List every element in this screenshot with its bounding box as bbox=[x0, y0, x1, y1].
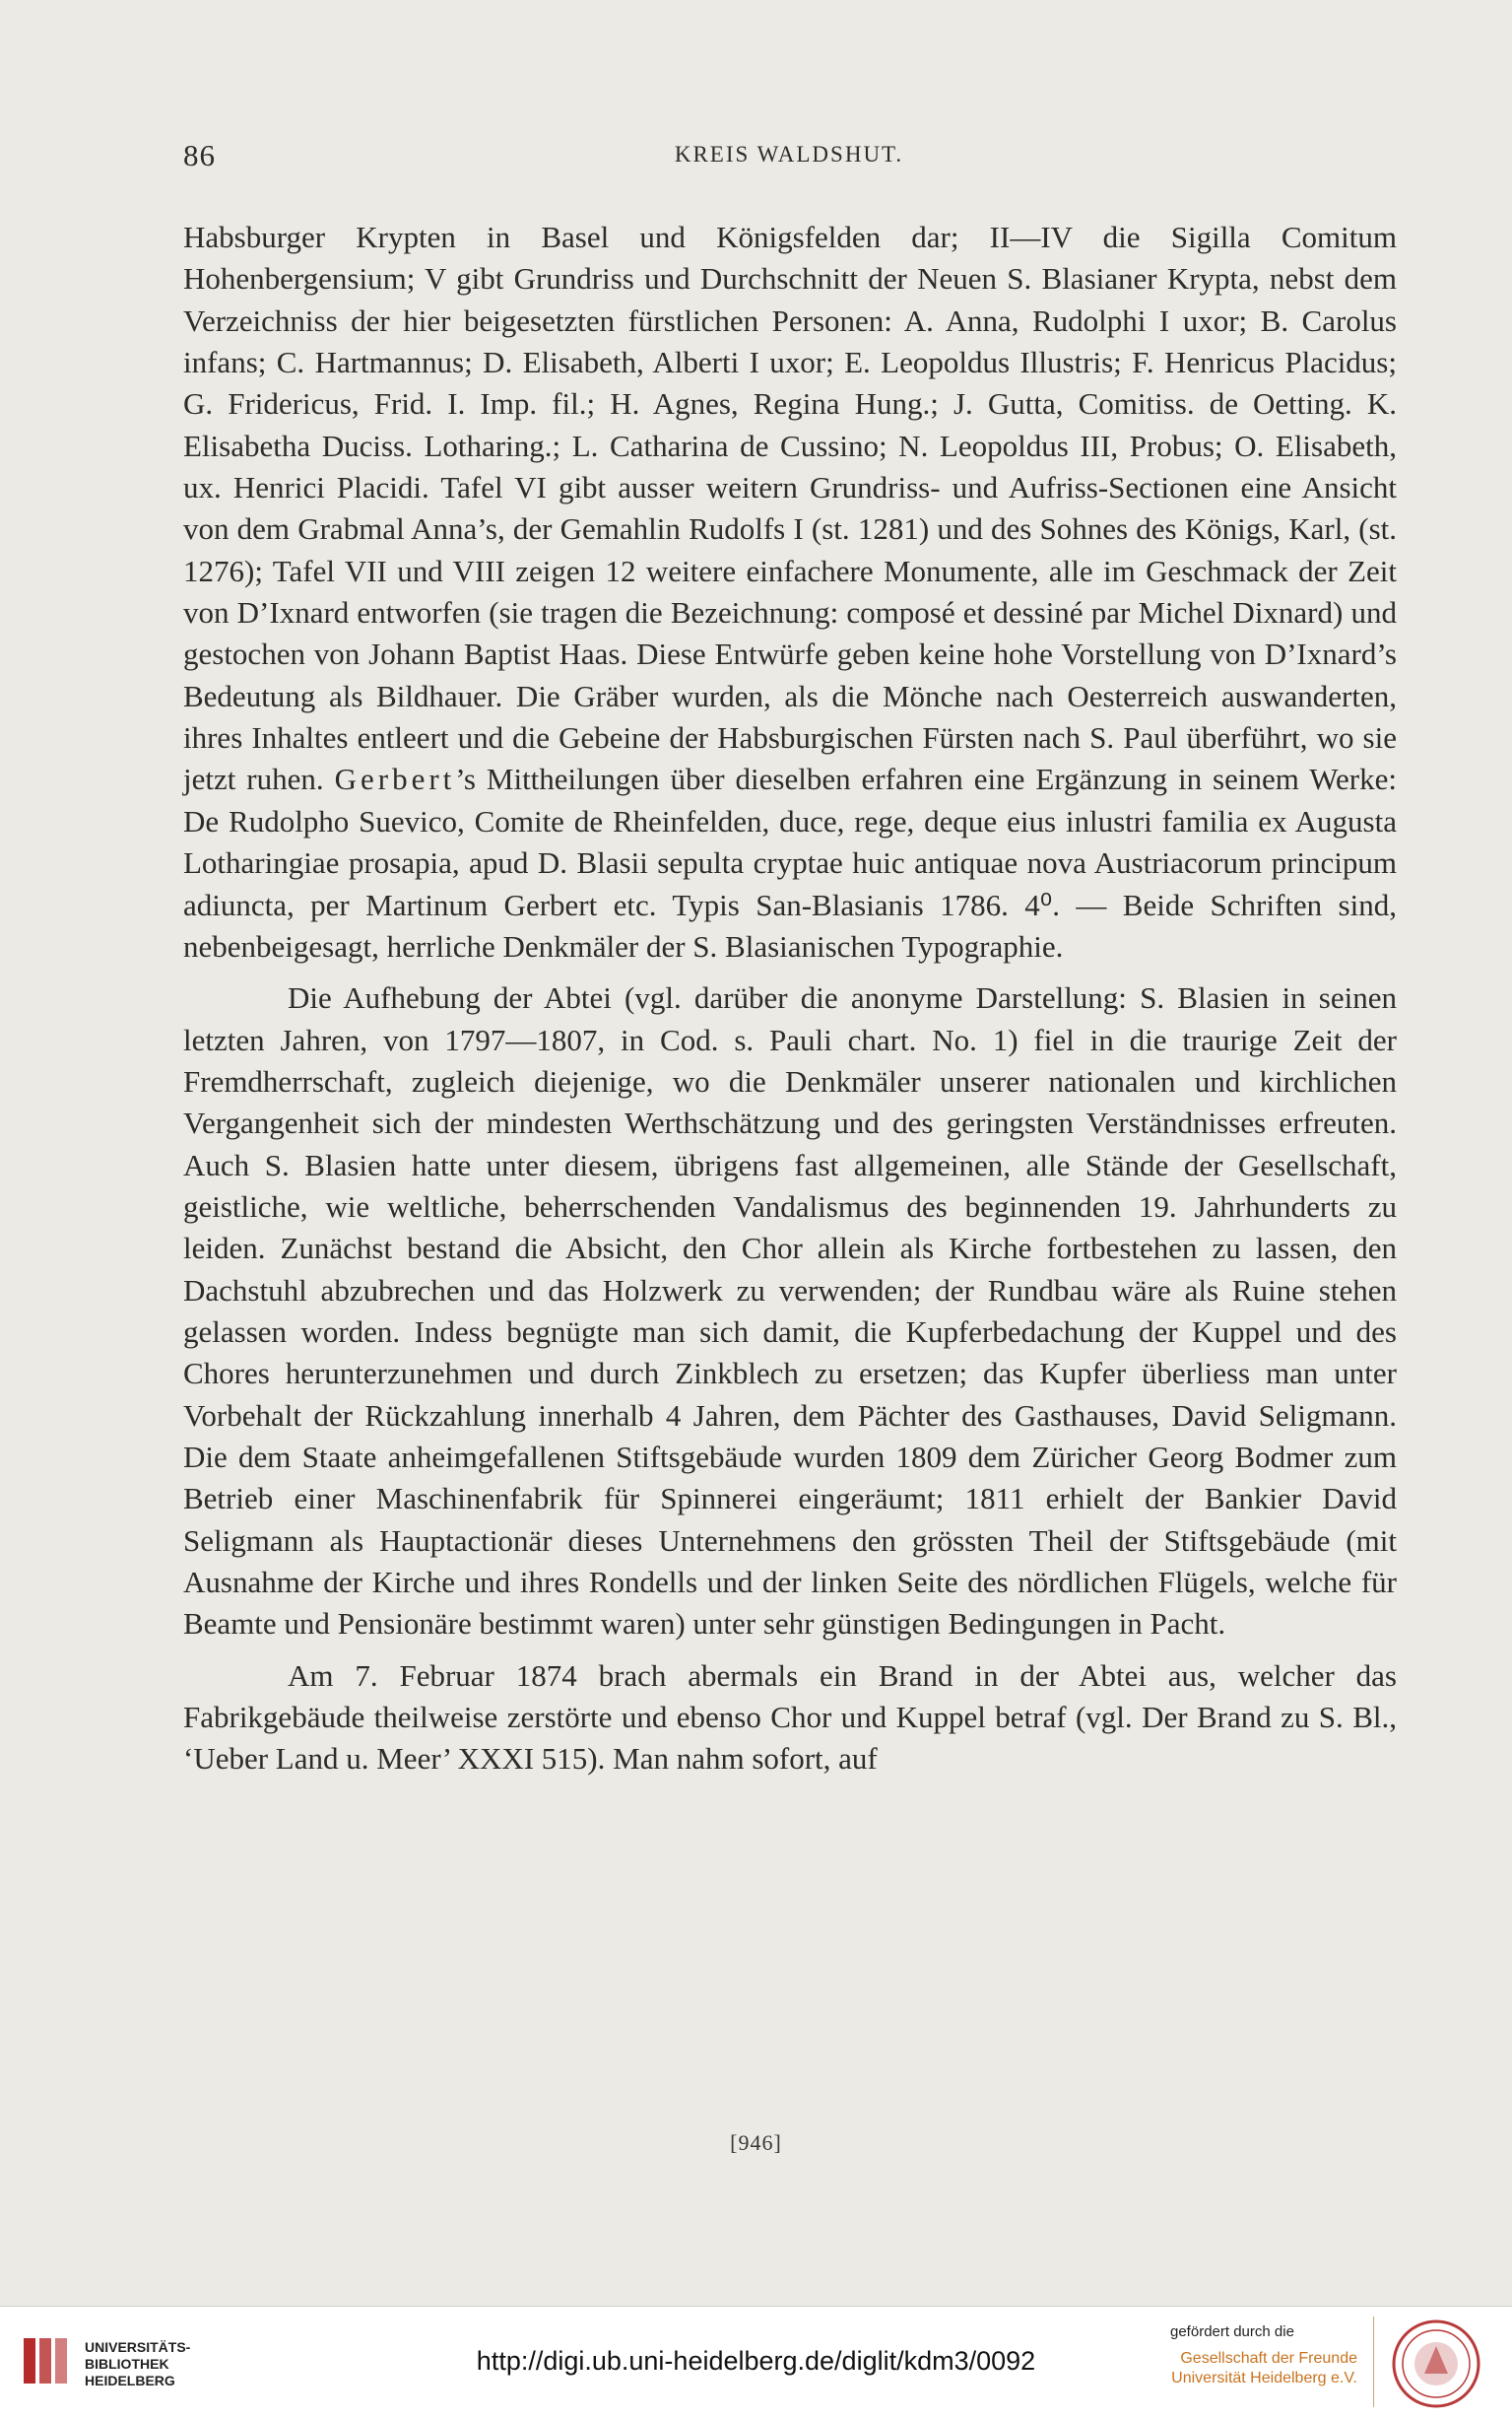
page-number: 86 bbox=[183, 138, 216, 172]
paragraph-1-text-b: ’s Mittheilungen über dieselben erfahren eine Ergänzung in seinem Werke: De Rudolpho Suevico, Comite de Rheinfelden, duce, rege, deque eius inlustri familia ex Augusta Lotharingiae prosapia, apud D. Blasii sepulta cryptae huic antiquae nova Austriacorum principum adiuncta, per Martinum Gerbert etc. Typis San-Blasianis 1786. 4⁰. — Beide Schriften sind, nebenbeigesagt, herrliche Denkmäler der S. Blasianischen Typographie. bbox=[183, 762, 1397, 964]
author-name-spaced: Gerbert bbox=[334, 762, 456, 797]
sponsor-name-line: Universität Heidelberg e.V. bbox=[1171, 2370, 1357, 2386]
university-seal-icon bbox=[1391, 2318, 1481, 2409]
viewer-footer bbox=[0, 2306, 1512, 2418]
running-title: KREIS WALDSHUT. bbox=[674, 142, 904, 167]
paragraph-1-text-a: Habsburger Krypten in Basel und Königsfelden dar; II—IV die Sigilla Comitum Hohenbergensium; V gibt Grundriss und Durchschnitt der Neuen S. Blasianer Krypta, nebst dem Verzeichniss der hier beigesetzten fürstlichen Personen: A. Anna, Rudolphi I uxor; B. Carolus infans; C. Hartmannus; D. Elisabeth, Alberti I uxor; E. Leopoldus Illustris; F. Henricus Placidus; G. Fridericus, Frid. I. Imp. fil.; H. Agnes, Regina Hung.; J. Gutta, Comitiss. de Oetting. K. Elisabetha Duciss. Lotharing.; L. Catharina de Cussino; N. Leopoldus III, Probus; O. Elisabeth, ux. Henrici Placidi. Tafel VI gibt ausser weitern Grundriss- und Aufriss-Sectionen eine Ansicht von dem Grabmal Anna’s, der Gemahlin Rudolfs I (st. 1281) und des Sohnes des Königs, Karl, (st. 1276); Tafel VII und VIII zeigen 12 weitere einfachere Monumente, alle im Geschmack der Zeit von D’Ixnard entworfen (sie tragen die Bezeichnung: composé et dessiné par Michel Dixnard) und gestochen von Johann Baptist Haas. Diese Entwürfe geben keine hohe Vorstellung von D’Ixnard’s Bedeutung als Bildhauer. Die Gräber wurden, als die Mönche nach Oesterreich auswanderten, ihres Inhaltes entleert und die Gebeine der Habsburgischen Fürsten nach S. Paul überführt, wo sie jetzt ruhen. bbox=[183, 220, 1397, 797]
sponsor-name bbox=[1150, 2349, 1357, 2388]
sponsor-label: gefördert durch die bbox=[1170, 2323, 1294, 2340]
body-text bbox=[183, 217, 1397, 1780]
paragraph-2: Die Aufhebung der Abtei (vgl. darüber die anonyme Darstellung: S. Blasien in seinen letzten Jahren, von 1797—1807, in Cod. s. Pauli chart. No. 1) fiel in die traurige Zeit der Fremdherrschaft, zugleich diejenige, wo die Denkmäler unserer nationalen und kirchlichen Vergangenheit sich der mindesten Werthschätzung und des geringsten Verständnisses erfreuten. Auch S. Blasien hatte unter diesem, übrigens fast allgemeinen, alle Stände der Gesellschaft, geistliche, wie weltliche, beherrschenden Vandalismus des beginnenden 19. Jahrhunderts zu leiden. Zunächst bestand die Absicht, den Chor allein als Kirche fortbestehen zu lassen, den Dachstuhl abzubrechen und das Holzwerk zu verwenden; der Rundbau wäre als Ruine stehen gelassen worden. Indess begnügte man sich damit, die Kupferbedachung der Kuppel und des Chores herunterzunehmen und durch Zinkblech zu ersetzen; das Kupfer überliess man unter Vorbehalt der Rückzahlung innerhalb 4 Jahren, dem Pächter des Gasthauses, David Seligmann. Die dem Staate anheimgefallenen Stiftsgebäude wurden 1809 dem Züricher Georg Bodmer zum Betrieb einer Maschinenfabrik für Spinnerei eingeräumt; 1811 erhielt der Bankier David Seligmann als Hauptactionär dieses Unternehmens den grössten Theil der Stiftsgebäude (mit Ausnahme der Kirche und ihres Rondells und der linken Seite des nördlichen Flügels, welche für Beamte und Pensionäre bestimmt waren) unter sehr günstigen Bedingungen in Pacht. bbox=[183, 980, 1397, 1642]
permalink-url[interactable]: http://digi.ub.uni-heidelberg.de/diglit/kdm3/0092 bbox=[476, 2346, 1036, 2376]
library-name-line: BIBLIOTHEK bbox=[85, 2356, 169, 2372]
library-name-line: HEIDELBERG bbox=[85, 2373, 175, 2388]
paragraph-1 bbox=[183, 217, 1397, 968]
signature-mark: [946] bbox=[730, 2130, 782, 2155]
sponsor-name-line: Gesellschaft der Freunde bbox=[1180, 2350, 1357, 2367]
library-name-line: UNIVERSITÄTS- bbox=[85, 2339, 191, 2355]
sponsor-divider bbox=[1373, 2317, 1374, 2407]
paragraph-3: Am 7. Februar 1874 brach abermals ein Brand in der Abtei aus, welcher das Fabrikgebäude theilweise zerstörte und ebenso Chor und Kuppel betraf (vgl. Der Brand zu S. Bl., ‘Ueber Land u. Meer’ XXXI 515). Man nahm sofort, auf bbox=[183, 1657, 1397, 1777]
